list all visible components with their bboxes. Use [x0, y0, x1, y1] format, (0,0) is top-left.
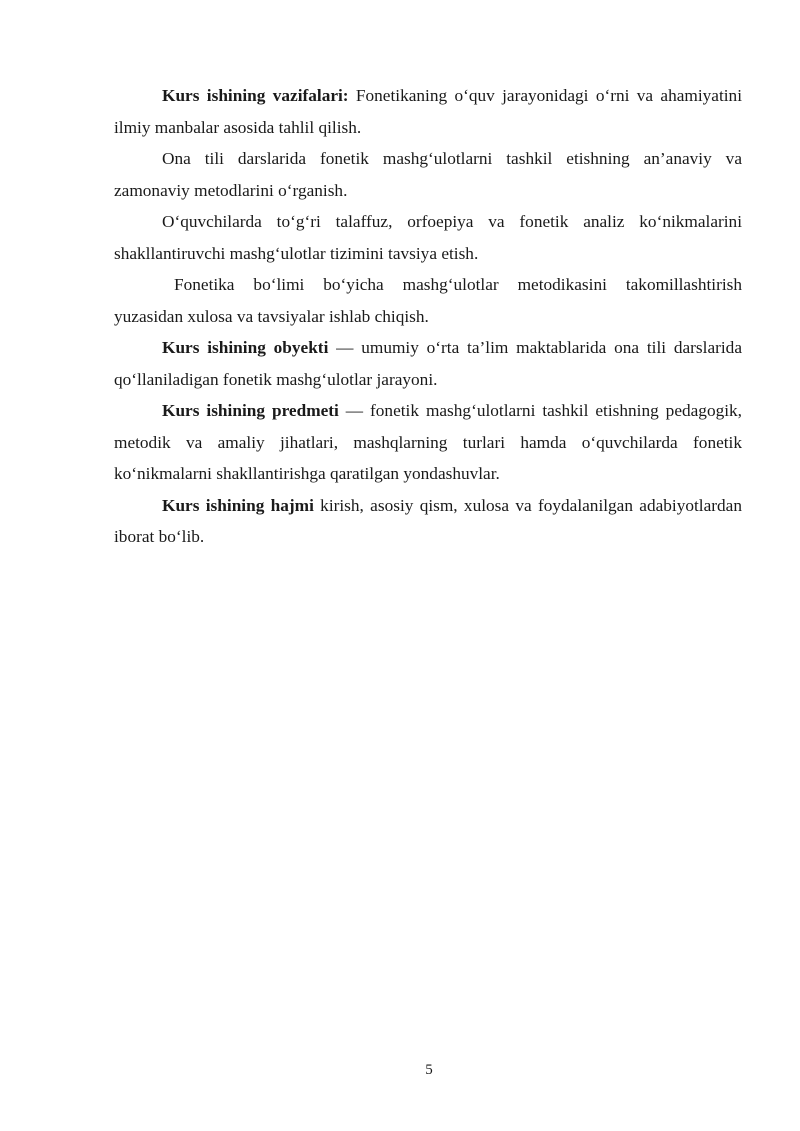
paragraph-text: — fonetik mashg‘ulotlarni tashkil etishning pedagogik, metodik va amaliy jihatlari, mashqlarning turlari hamda o‘quvchilarda fonetik ko‘nikmalarni shakllantirishga qaratilgan yondashuvlar.: [114, 401, 742, 483]
page-number: 5: [425, 1062, 433, 1078]
document-body: [114, 80, 742, 553]
paragraph-subject: [114, 395, 742, 490]
paragraph-heading: Kurs ishining predmeti: [162, 401, 339, 420]
paragraph-recommendations: [114, 269, 742, 332]
paragraph-text: Fonetikaning o‘quv jarayonidagi o‘rni va ahamiyatini ilmiy manbalar asosida tahlil qilish.: [114, 86, 742, 137]
paragraph-volume: [114, 490, 742, 553]
paragraph-heading: Kurs ishining obyekti: [162, 338, 329, 357]
paragraph-heading: Kurs ishining hajmi: [162, 495, 314, 515]
paragraph-pronunciation: [114, 206, 742, 269]
paragraph-text: Fonetika bo‘limi bo‘yicha mashg‘ulotlar metodikasini takomillashtirish yuzasidan xulosa va tavsiyalar ishlab chiqish.: [114, 275, 742, 326]
paragraph-methods: [114, 143, 742, 206]
paragraph-text: — umumiy o‘rta ta’lim maktablarida ona tili darslarida qo‘llaniladigan fonetik mashg‘ulotlar jarayoni.: [114, 338, 742, 389]
paragraph-text: Ona tili darslarida fonetik mashg‘ulotlarni tashkil etishning an’anaviy va zamonaviy metodlarini o‘rganish.: [114, 149, 742, 200]
paragraph-object: [114, 332, 742, 395]
paragraph-heading: Kurs ishining vazifalari:: [162, 86, 349, 105]
paragraph-text: kirish, asosiy qism, xulosa va foydalanilgan adabiyotlardan iborat bo‘lib.: [114, 495, 742, 546]
paragraph-tasks: [114, 80, 742, 143]
paragraph-text: O‘quvchilarda to‘g‘ri talaffuz, orfoepiya va fonetik analiz ko‘nikmalarini shakllantiruvchi mashg‘ulotlar tizimini tavsiya etish.: [114, 212, 742, 263]
